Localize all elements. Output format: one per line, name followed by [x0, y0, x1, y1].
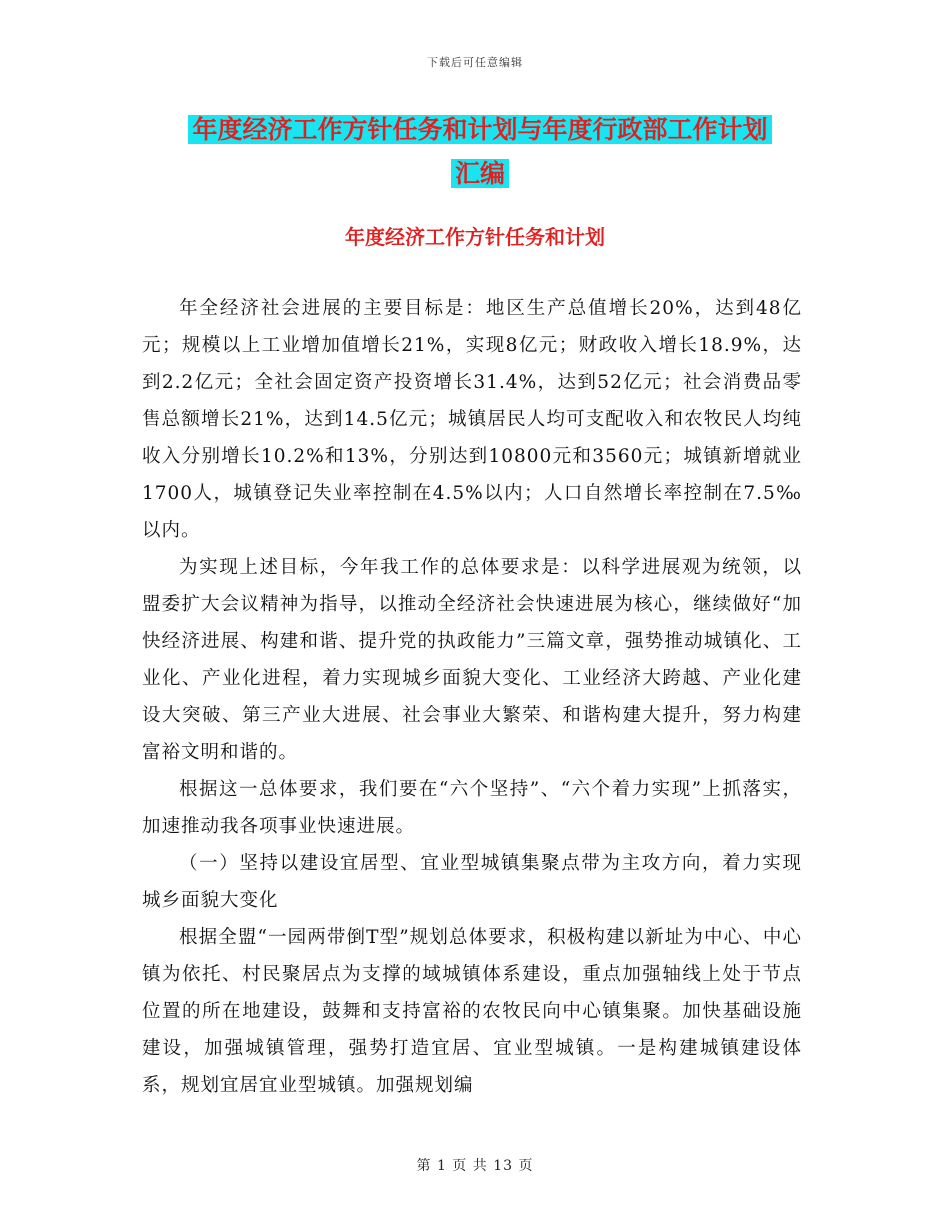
document-title-line-1 [160, 110, 800, 150]
header-note: 下载后可任意编辑 [427, 56, 523, 69]
title-highlight: 汇编 [451, 159, 509, 188]
title-highlight: 年度经济工作方针任务和计划与年度行政部工作计划 [188, 115, 771, 144]
paragraph: （一）坚持以建设宜居型、宜业型城镇集聚点带为主攻方向，着力实现城乡面貌大变化 [142, 853, 802, 911]
page-footer: 第 1 页 共 13 页 [416, 1158, 534, 1174]
paragraph: 年全经济社会进展的主要目标是：地区生产总值增长20%，达到48亿元；规模以上工业增加值增长21%，实现8亿元；财政收入增长18.9%，达到2.2亿元；全社会固定资产投资增长31.4%，达到52亿元；社会消费品零售总额增长21%，达到14.5亿元；城镇居民人均可支配收入和农牧民人均纯收入分别增长10.2%和13%，分别达到10800元和3560元；城镇新增就业1700人，城镇登记失业率控制在4.5%以内；人口自然增长率控制在7.5‰以内。 [142, 298, 802, 541]
paragraph: 根据全盟“一园两带倒T型”规划总体要求，积极构建以新址为中心、中心镇为依托、村民聚居点为支撑的域城镇体系建设，重点加强轴线上处于节点位置的所在地建设，鼓舞和支持富裕的农牧民向中心镇集聚。加快基础设施建设，加强城镇管理，强势打造宜居、宜业型城镇。一是构建城镇建设体系，规划宜居宜业型城镇。加强规划编 [142, 927, 802, 1096]
document-title-line-2 [160, 154, 800, 194]
section-title: 年度经济工作方针任务和计划 [345, 225, 605, 249]
body-text [142, 290, 802, 1104]
paragraph: 根据这一总体要求，我们要在“六个坚持”、“六个着力实现”上抓落实，加速推动我各项事业快速进展。 [142, 779, 802, 837]
paragraph: 为实现上述目标，今年我工作的总体要求是：以科学进展观为统领，以盟委扩大会议精神为指导，以推动全经济社会快速进展为核心，继续做好“加快经济进展、构建和谐、提升党的执政能力”三篇文章，强势推动城镇化、工业化、产业化进程，着力实现城乡面貌大变化、工业经济大跨越、产业化建设大突破、第三产业大进展、社会事业大繁荣、和谐构建大提升，努力构建富裕文明和谐的。 [142, 557, 802, 763]
